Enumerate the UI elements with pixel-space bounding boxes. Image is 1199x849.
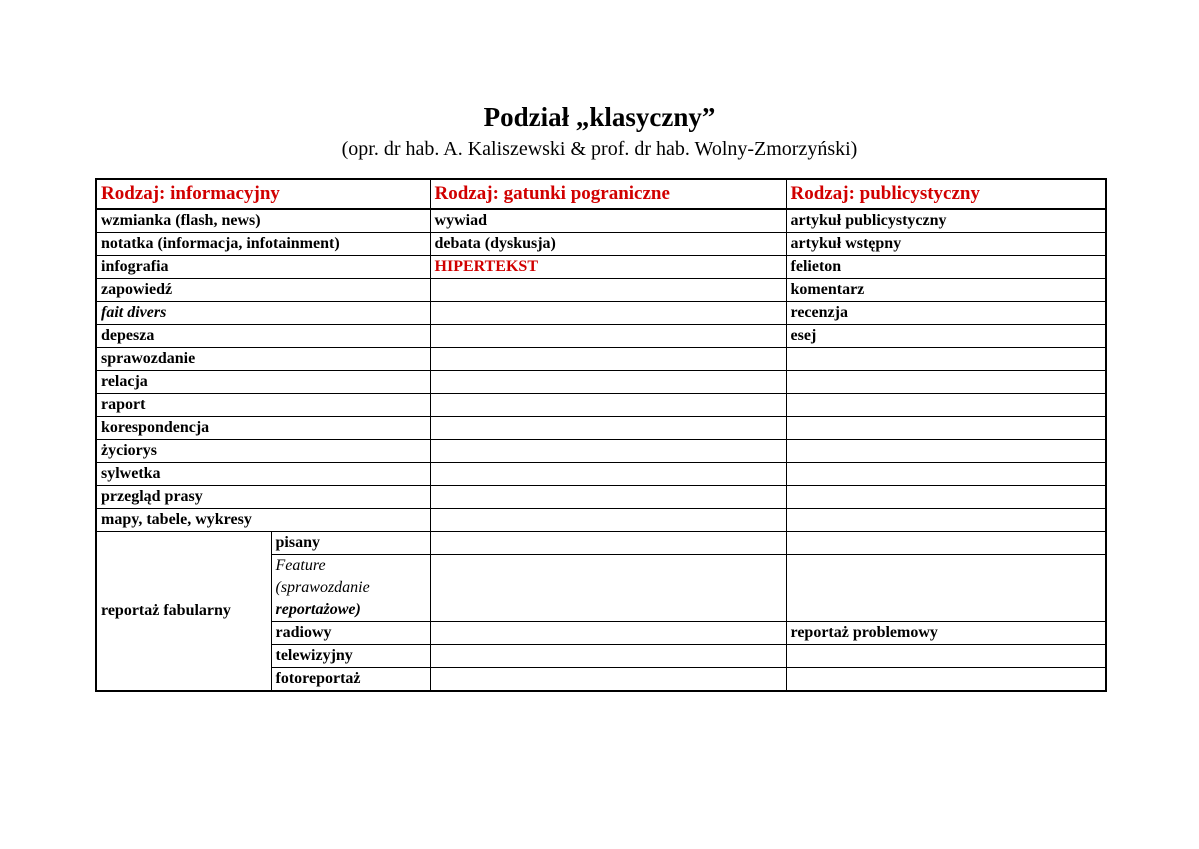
cell-empty bbox=[786, 417, 1106, 440]
cell-publicystyczny: artykuł publicystyczny bbox=[786, 209, 1106, 233]
cell-informacyjny: życiorys bbox=[96, 440, 430, 463]
cell-empty bbox=[786, 645, 1106, 668]
table-row bbox=[96, 302, 1106, 325]
cell-empty bbox=[786, 440, 1106, 463]
cell-empty bbox=[786, 371, 1106, 394]
cell-empty bbox=[430, 417, 786, 440]
cell-informacyjny: fait divers bbox=[96, 302, 430, 325]
feature-line: Feature bbox=[275, 557, 326, 574]
cell-empty bbox=[430, 371, 786, 394]
cell-reportaz-feature bbox=[271, 555, 430, 622]
table-row bbox=[96, 440, 1106, 463]
page-subtitle: (opr. dr hab. A. Kaliszewski & prof. dr hab. Wolny-Zmorzyński) bbox=[341, 138, 858, 160]
cell-empty bbox=[786, 348, 1106, 371]
cell-pograniczne: debata (dyskusja) bbox=[430, 233, 786, 256]
table-row bbox=[96, 417, 1106, 440]
cell-empty bbox=[430, 440, 786, 463]
cell-publicystyczny: esej bbox=[786, 325, 1106, 348]
cell-reportaz-sub: telewizyjny bbox=[271, 645, 430, 668]
cell-publicystyczny: komentarz bbox=[786, 279, 1106, 302]
cell-empty bbox=[786, 668, 1106, 692]
cell-informacyjny: wzmianka (flash, news) bbox=[96, 209, 430, 233]
cell-empty bbox=[786, 486, 1106, 509]
cell-empty bbox=[786, 532, 1106, 555]
cell-empty bbox=[786, 509, 1106, 532]
table-row bbox=[96, 371, 1106, 394]
cell-informacyjny: depesza bbox=[96, 325, 430, 348]
header-publicystyczny: Rodzaj: publicystyczny bbox=[786, 179, 1106, 209]
cell-empty bbox=[786, 463, 1106, 486]
cell-empty bbox=[430, 325, 786, 348]
table-row bbox=[96, 532, 1106, 555]
cell-informacyjny: zapowiedź bbox=[96, 279, 430, 302]
cell-informacyjny: infografia bbox=[96, 256, 430, 279]
cell-empty bbox=[430, 509, 786, 532]
cell-informacyjny: sprawozdanie bbox=[96, 348, 430, 371]
table-row bbox=[96, 348, 1106, 371]
cell-publicystyczny: felieton bbox=[786, 256, 1106, 279]
table-row bbox=[96, 509, 1106, 532]
cell-empty bbox=[430, 668, 786, 692]
header-pograniczne: Rodzaj: gatunki pograniczne bbox=[430, 179, 786, 209]
cell-empty bbox=[430, 279, 786, 302]
cell-pograniczne: wywiad bbox=[430, 209, 786, 233]
header-informacyjny: Rodzaj: informacyjny bbox=[96, 179, 430, 209]
cell-empty bbox=[430, 532, 786, 555]
cell-empty bbox=[430, 394, 786, 417]
cell-empty bbox=[430, 348, 786, 371]
table-header-row bbox=[96, 179, 1106, 209]
cell-empty bbox=[430, 645, 786, 668]
page-title: Podział „klasyczny” bbox=[483, 102, 716, 132]
cell-empty bbox=[786, 394, 1106, 417]
feature-line: reportażowe) bbox=[275, 601, 361, 618]
feature-line: (sprawozdanie bbox=[275, 579, 370, 596]
cell-empty bbox=[430, 463, 786, 486]
cell-reportaz-sub: fotoreportaż bbox=[271, 668, 430, 692]
cell-empty bbox=[430, 302, 786, 325]
cell-empty bbox=[786, 555, 1106, 622]
table-row bbox=[96, 256, 1106, 279]
cell-informacyjny: przegląd prasy bbox=[96, 486, 430, 509]
cell-informacyjny: relacja bbox=[96, 371, 430, 394]
cell-empty bbox=[430, 555, 786, 622]
cell-informacyjny: notatka (informacja, infotainment) bbox=[96, 233, 430, 256]
cell-informacyjny: raport bbox=[96, 394, 430, 417]
cell-publicystyczny: artykuł wstępny bbox=[786, 233, 1106, 256]
cell-empty bbox=[430, 622, 786, 645]
cell-reportaz-fabularny: reportaż fabularny bbox=[96, 532, 271, 692]
cell-reportaz-sub: radiowy bbox=[271, 622, 430, 645]
cell-informacyjny: sylwetka bbox=[96, 463, 430, 486]
table-row bbox=[96, 463, 1106, 486]
table-row bbox=[96, 394, 1106, 417]
cell-empty bbox=[430, 486, 786, 509]
table-row bbox=[96, 486, 1106, 509]
table-row bbox=[96, 325, 1106, 348]
table-row bbox=[96, 209, 1106, 233]
cell-informacyjny: korespondencja bbox=[96, 417, 430, 440]
genres-table bbox=[95, 178, 1107, 692]
cell-informacyjny: mapy, tabele, wykresy bbox=[96, 509, 430, 532]
cell-reportaz-problemowy: reportaż problemowy bbox=[786, 622, 1106, 645]
cell-reportaz-sub: pisany bbox=[271, 532, 430, 555]
cell-publicystyczny: recenzja bbox=[786, 302, 1106, 325]
table-row bbox=[96, 233, 1106, 256]
cell-hipertekst: HIPERTEKST bbox=[430, 256, 786, 279]
table-row bbox=[96, 279, 1106, 302]
